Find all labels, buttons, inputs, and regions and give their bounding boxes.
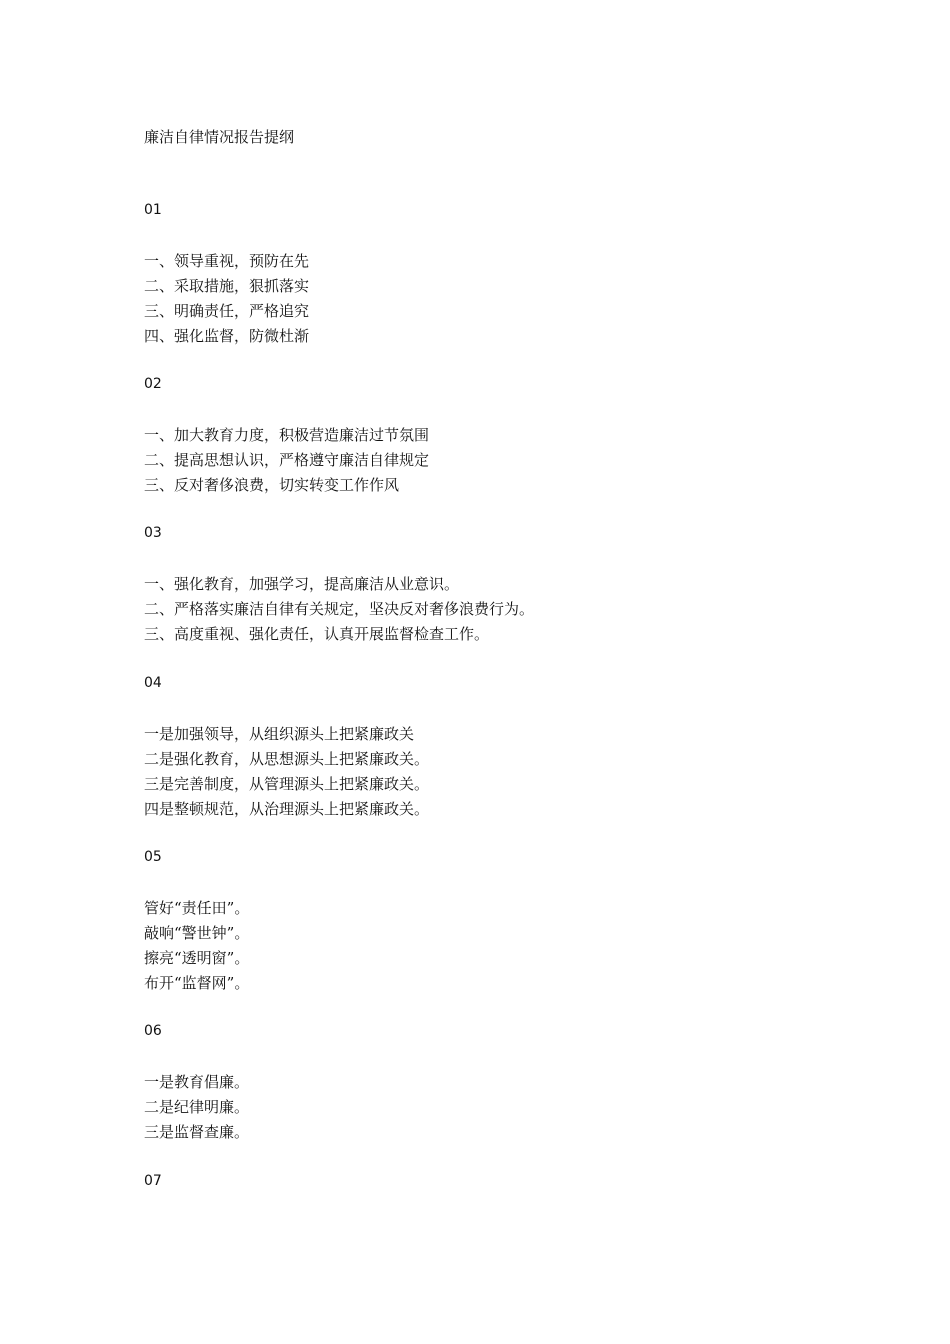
section-line: 三、高度重视、强化责任，认真开展监督检查工作。 — [144, 625, 490, 643]
section-number: 06 — [144, 1023, 162, 1039]
section-02 — [144, 372, 844, 498]
section-number: 05 — [144, 849, 162, 865]
section-number: 07 — [144, 1173, 162, 1189]
section-number: 01 — [144, 202, 162, 218]
section-line: 敲响“警世钟”。 — [144, 924, 250, 942]
section-line: 二、采取措施，狠抓落实 — [144, 277, 310, 295]
section-05 — [144, 845, 844, 996]
section-line: 二是强化教育，从思想源头上把紧廉政关。 — [144, 750, 430, 768]
section-line: 管好“责任田”。 — [144, 899, 250, 917]
section-line: 擦亮“透明窗”。 — [144, 949, 250, 967]
section-line: 二、严格落实廉洁自律有关规定，坚决反对奢侈浪费行为。 — [144, 600, 535, 618]
section-01 — [144, 198, 844, 349]
section-number: 02 — [144, 376, 162, 392]
section-line: 三是监督查廉。 — [144, 1123, 250, 1141]
section-line: 布开“监督网”。 — [144, 974, 250, 992]
section-07 — [144, 1169, 844, 1220]
section-line: 一、领导重视，预防在先 — [144, 252, 310, 270]
section-line: 一、强化教育，加强学习，提高廉洁从业意识。 — [144, 575, 460, 593]
section-number: 03 — [144, 525, 162, 541]
section-04 — [144, 671, 844, 822]
section-line: 三、反对奢侈浪费，切实转变工作作风 — [144, 476, 400, 494]
section-line: 二、提高思想认识，严格遵守廉洁自律规定 — [144, 451, 430, 469]
document-title: 廉洁自律情况报告提纲 — [144, 128, 295, 146]
section-line: 一是加强领导，从组织源头上把紧廉政关 — [144, 725, 415, 743]
section-number: 04 — [144, 675, 162, 691]
section-line: 三是完善制度，从管理源头上把紧廉政关。 — [144, 775, 430, 793]
section-line: 一、加大教育力度，积极营造廉洁过节氛围 — [144, 426, 430, 444]
section-line: 二是纪律明廉。 — [144, 1098, 250, 1116]
section-line: 四是整顿规范，从治理源头上把紧廉政关。 — [144, 800, 430, 818]
section-line: 四、强化监督，防微杜渐 — [144, 327, 310, 345]
section-03 — [144, 521, 844, 647]
section-line: 一是教育倡廉。 — [144, 1073, 250, 1091]
section-line: 三、明确责任，严格追究 — [144, 302, 310, 320]
section-06 — [144, 1019, 844, 1145]
